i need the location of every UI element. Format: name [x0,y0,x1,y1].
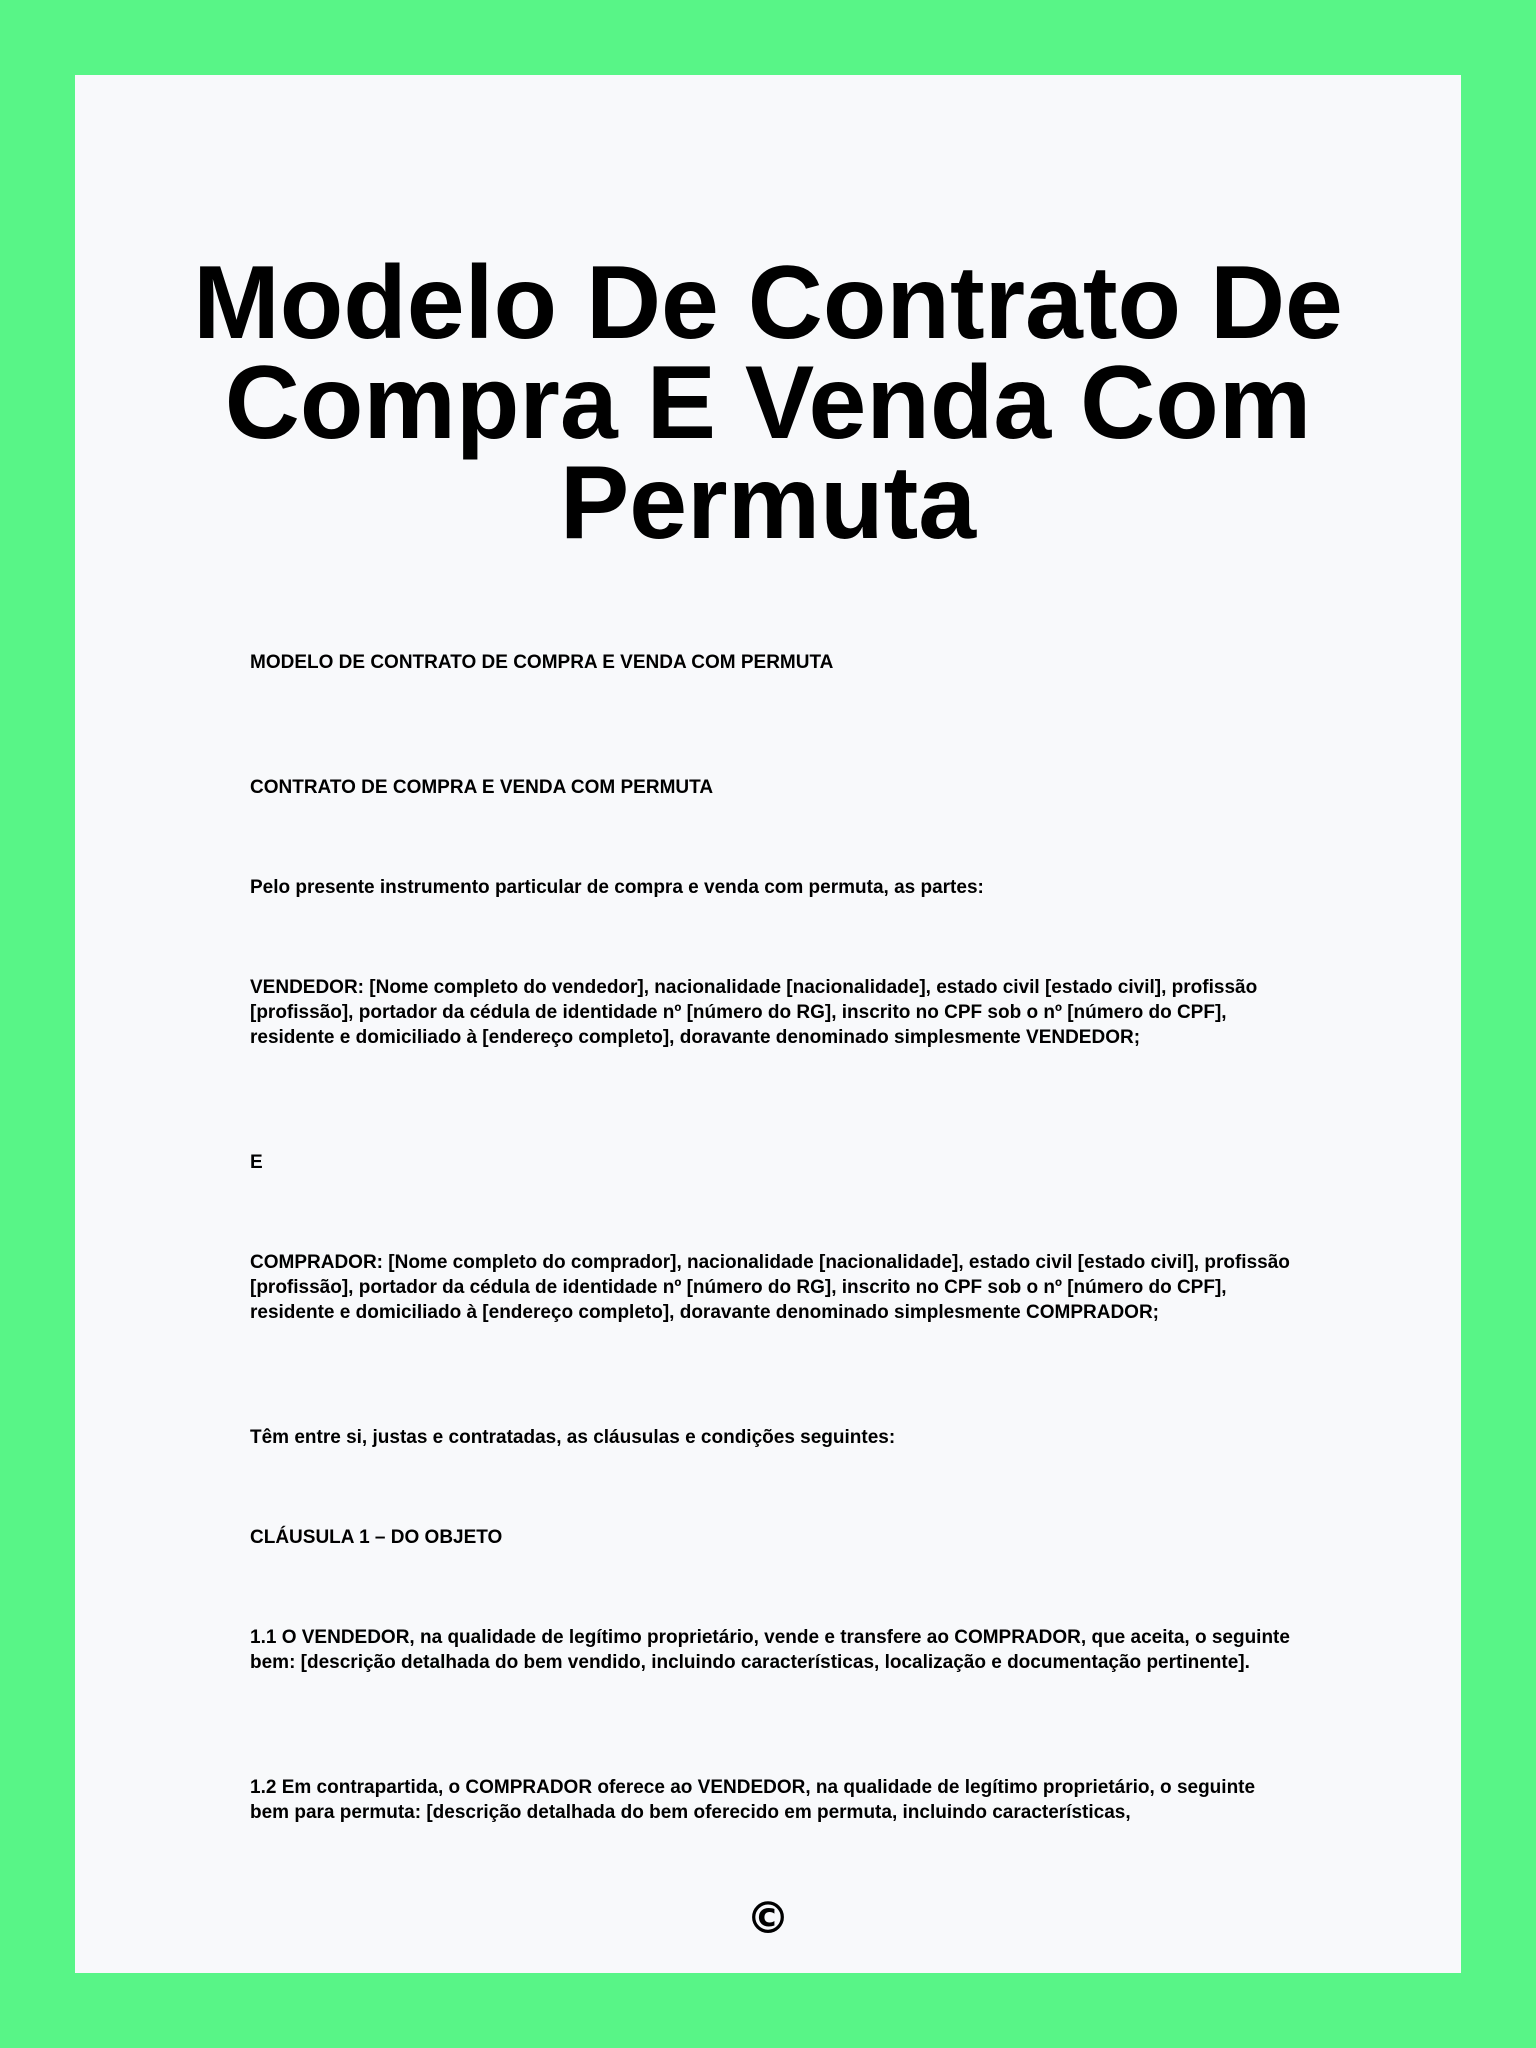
paragraph-clause-1-heading: CLÁUSULA 1 – DO OBJETO [250,1527,503,1548]
paragraph-contract-title: CONTRATO DE COMPRA E VENDA COM PERMUTA [250,777,714,798]
copyright-icon: © [746,1893,790,1944]
document-page [75,75,1461,1973]
paragraph-intro: Pelo presente instrumento particular de compra e venda com permuta, as partes: [250,877,984,898]
paragraph-clause-1-2: 1.2 Em contrapartida, o COMPRADOR oferece ao VENDEDOR, na qualidade de legítimo proprietário, o seguinte bem para permuta: [descrição detalhada do bem oferecido em permuta, incluindo características, [250,1777,1256,1823]
paragraph-clauses-intro: Têm entre si, justas e contratadas, as cláusulas e condições seguintes: [250,1427,896,1448]
paragraph-e: E [250,1152,263,1173]
paragraph-clause-1-1: 1.1 O VENDEDOR, na qualidade de legítimo proprietário, vende e transfere ao COMPRADOR, que aceita, o seguinte bem: [descrição detalhada do bem vendido, incluindo características, localização e documentação pertinente]. [250,1627,1290,1673]
paragraph-heading: MODELO DE CONTRATO DE COMPRA E VENDA COM PERMUTA [250,652,834,673]
document-title: Modelo De Contrato De Compra E Venda Com Permuta [193,245,1343,561]
paragraph-vendedor: VENDEDOR: [Nome completo do vendedor], nacionalidade [nacionalidade], estado civil [estado civil], profissão [profissão], portador da cédula de identidade nº [número do RG], inscrito no CPF sob o nº [número do CPF], residente e domiciliado à [endereço completo], doravante denominado simplesmente VENDEDOR; [250,977,1258,1048]
paragraph-comprador: COMPRADOR: [Nome completo do comprador], nacionalidade [nacionalidade], estado civil [estado civil], profissão [profissão], portador da cédula de identidade nº [número do RG], inscrito no CPF sob o nº [número do CPF], residente e domiciliado à [endereço completo], doravante denominado simplesmente COMPRADOR; [250,1252,1290,1323]
